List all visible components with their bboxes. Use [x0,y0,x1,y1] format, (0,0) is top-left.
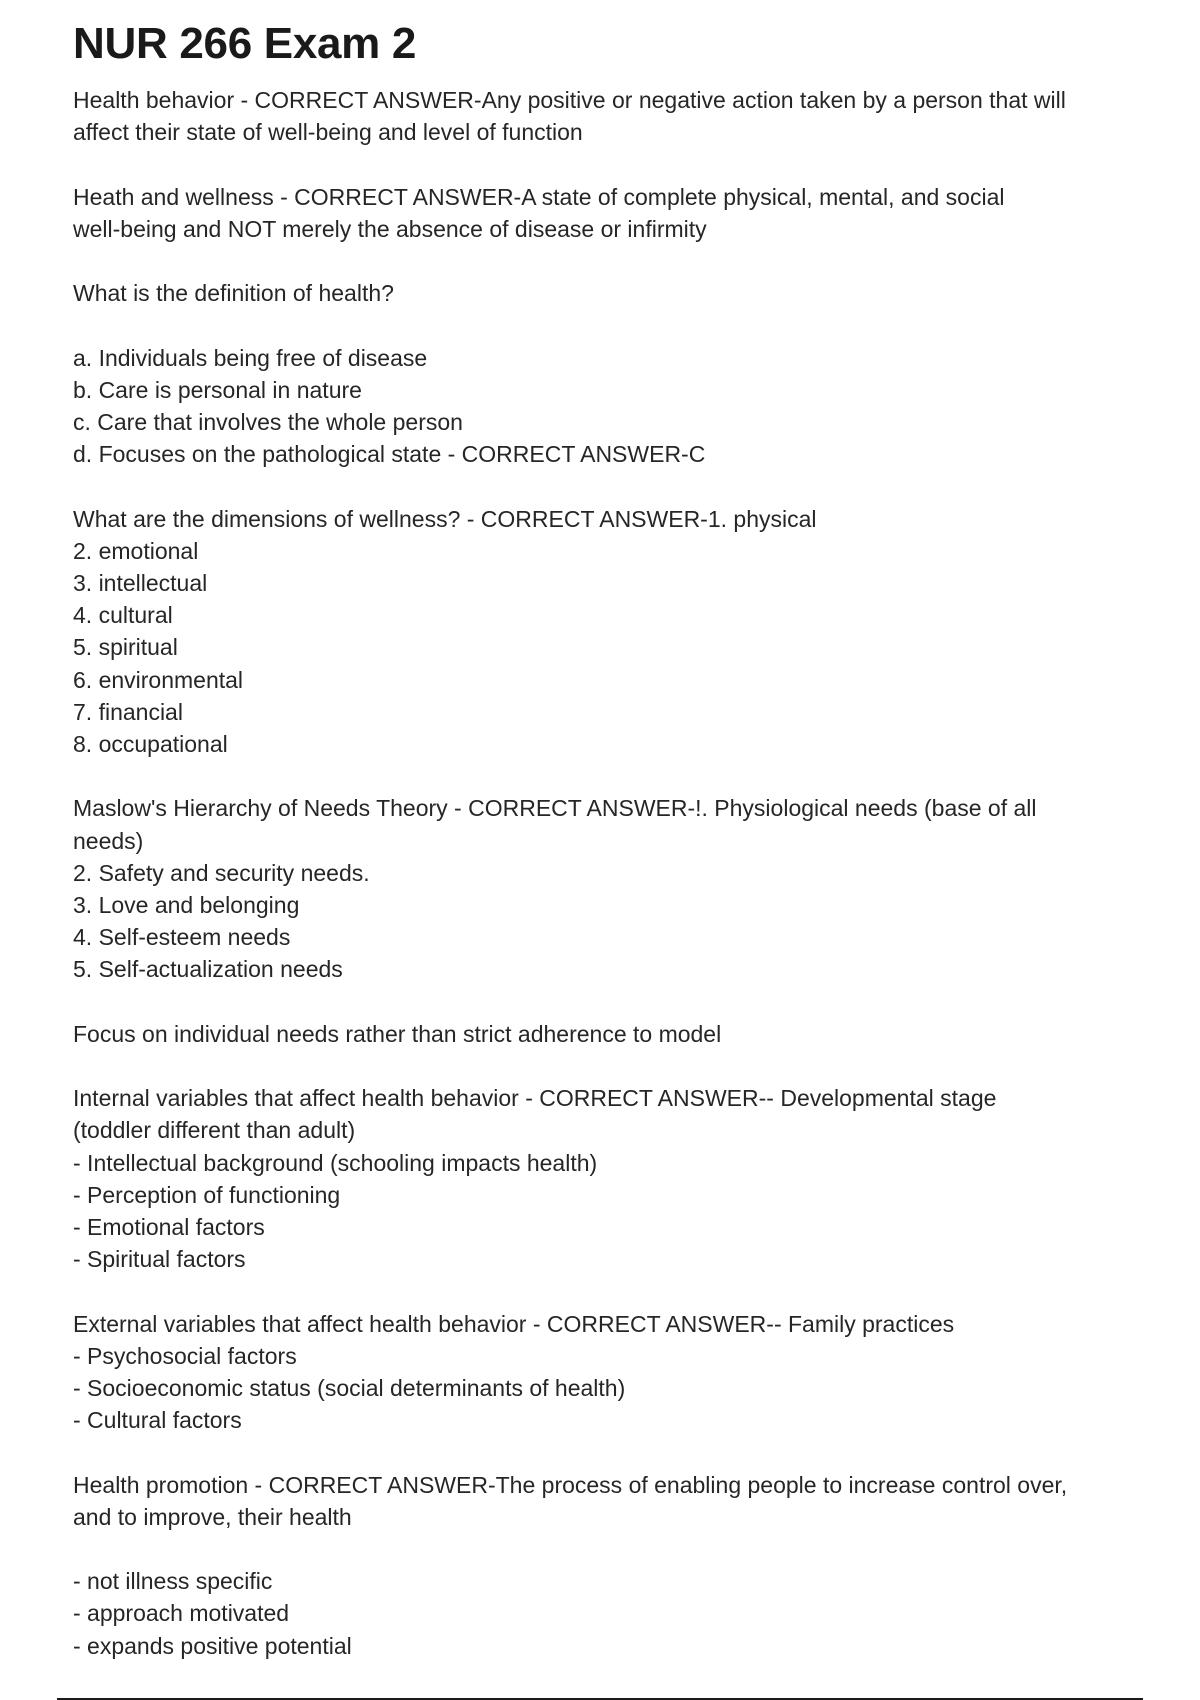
qa-entry [73,1565,1133,1662]
qa-entry [73,1082,1133,1275]
entry-line: 2. emotional [73,537,199,564]
entry-line: - Emotional factors [73,1214,265,1240]
entry-line: - expands positive potential [73,1632,352,1659]
entry-line: External variables that affect health behavior - CORRECT ANSWER-- Family practices [73,1310,955,1337]
entry-line: What is the definition of health? [73,280,394,307]
entry-line: 7. financial [73,698,183,725]
entry-line: a. Individuals being free of disease [73,344,428,371]
qa-entry [73,1308,1133,1437]
entry-line: Health behavior - CORRECT ANSWER-Any positive or negative action taken by a person that will [73,87,1066,113]
entry-line: c. Care that involves the whole person [73,408,463,435]
entry-line: Health promotion - CORRECT ANSWER-The process of enabling people to increase control over, [73,1471,1068,1498]
qa-entry [73,84,1133,148]
entry-line: Internal variables that affect health behavior - CORRECT ANSWER-- Developmental stage [73,1085,997,1112]
entry-line: - Spiritual factors [73,1246,246,1273]
entry-line: - Psychosocial factors [73,1342,297,1369]
entry-line: affect their state of well-being and level of function [73,119,583,146]
document-page [73,18,1133,1694]
entry-line: 3. intellectual [73,569,208,596]
entry-line: - approach motivated [73,1600,290,1627]
qa-entry [73,1469,1133,1533]
qa-entry [73,503,1133,761]
entry-line: (toddler different than adult) [73,1117,356,1144]
entry-line: d. Focuses on the pathological state - CORRECT ANSWER-C [73,441,706,468]
entry-line: 2. Safety and security needs. [73,859,370,886]
entry-line: - Cultural factors [73,1407,242,1434]
entry-list [73,84,1133,1662]
entry-line: Focus on individual needs rather than strict adherence to model [73,1020,722,1047]
entry-line: 5. spiritual [73,634,178,661]
entry-line: What are the dimensions of wellness? - CORRECT ANSWER-1. physical [73,505,817,532]
qa-entry [73,342,1133,471]
entry-line: 4. cultural [73,602,173,629]
qa-entry [73,277,1133,309]
entry-line: Heath and wellness - CORRECT ANSWER-A state of complete physical, mental, and social [73,183,1005,210]
entry-line: b. Care is personal in nature [73,376,362,403]
entry-line: well-being and NOT merely the absence of disease or infirmity [73,215,707,242]
entry-line: - Intellectual background (schooling impacts health) [73,1149,598,1176]
page-title: NUR 266 Exam 2 [73,19,417,68]
entry-line: - Perception of functioning [73,1181,341,1208]
entry-line: 6. environmental [73,666,244,693]
entry-line: - not illness specific [73,1568,273,1595]
qa-entry [73,1018,1133,1050]
entry-line: needs) [73,827,144,854]
qa-entry [73,792,1133,985]
entry-line: - Socioeconomic status (social determinants of health) [73,1375,626,1401]
entry-line: Maslow's Hierarchy of Needs Theory - CORRECT ANSWER-!. Physiological needs (base of all [73,795,1037,822]
entry-line: 5. Self-actualization needs [73,956,343,983]
qa-entry [73,181,1133,245]
entry-line: 3. Love and belonging [73,892,300,918]
entry-line: and to improve, their health [73,1503,352,1530]
entry-line: 8. occupational [73,731,228,757]
entry-line: 4. Self-esteem needs [73,924,291,951]
